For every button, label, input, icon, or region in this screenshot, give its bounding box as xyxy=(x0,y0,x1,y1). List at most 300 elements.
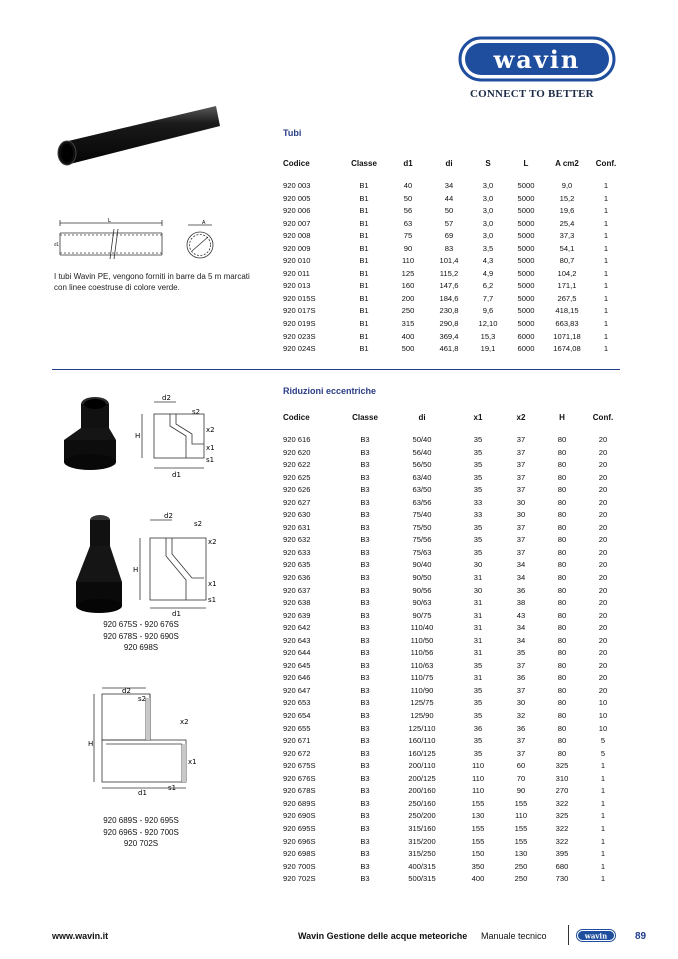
table-cell: 80 xyxy=(557,560,567,570)
table-cell: 110 xyxy=(514,811,528,821)
table-cell: 37 xyxy=(516,460,526,470)
table-cell: 920 023S xyxy=(283,331,316,341)
table-cell: 920 010 xyxy=(283,256,311,266)
tubi-col-header: Conf. xyxy=(595,158,617,168)
table-cell: 395 xyxy=(555,849,569,859)
table-cell: 4,3 xyxy=(482,256,494,266)
table-cell: 920 675S xyxy=(283,761,316,771)
table-cell: 90/75 xyxy=(412,610,432,620)
table-cell: 184,6 xyxy=(439,293,459,303)
reducer-drawing-tall xyxy=(132,510,232,616)
dim-x2: x2 xyxy=(208,538,217,546)
table-cell: 1 xyxy=(600,849,606,859)
table-row xyxy=(283,193,623,206)
table-cell: 20 xyxy=(598,598,608,608)
table-cell: 6000 xyxy=(517,344,535,354)
table-cell: 63/50 xyxy=(412,485,432,495)
table-cell: 350 xyxy=(471,861,485,871)
table-cell: 35 xyxy=(473,736,483,746)
table-cell: 171,1 xyxy=(557,281,577,291)
table-cell: B3 xyxy=(360,485,370,495)
table-cell: 80 xyxy=(557,748,567,758)
table-cell: 40 xyxy=(403,181,413,190)
table-cell: B3 xyxy=(360,623,370,633)
logo-text: wavin xyxy=(493,45,581,74)
tubi-col-header: S xyxy=(485,158,491,168)
table-cell: 200/110 xyxy=(408,761,436,771)
table-cell: 30 xyxy=(473,560,483,570)
table-cell: 57 xyxy=(444,218,454,228)
table-cell: 920 006 xyxy=(283,206,311,216)
table-cell: 54,1 xyxy=(559,243,575,253)
table-cell: B1 xyxy=(359,306,369,316)
riduzioni-col-header: di xyxy=(418,412,426,422)
table-cell: 369,4 xyxy=(439,331,459,341)
table-cell: 9,6 xyxy=(482,306,494,316)
table-cell: 20 xyxy=(598,660,608,670)
table-cell: B3 xyxy=(360,773,370,783)
table-cell: B3 xyxy=(360,736,370,746)
table-cell: 1 xyxy=(603,218,609,228)
table-cell: 5000 xyxy=(517,306,535,316)
table-cell: 920 690S xyxy=(283,811,316,821)
dim-x2: x2 xyxy=(206,426,215,434)
table-cell: B3 xyxy=(360,447,370,457)
table-row xyxy=(283,610,623,623)
table-cell: 110 xyxy=(471,773,485,783)
table-cell: 36 xyxy=(516,673,526,683)
table-cell: 920 698S xyxy=(283,849,316,859)
table-cell: 920 696S xyxy=(283,836,316,846)
table-cell: 155 xyxy=(471,823,485,833)
table-cell: 36 xyxy=(516,585,526,595)
table-cell: 920 011 xyxy=(283,268,310,278)
table-cell: 38 xyxy=(516,598,526,608)
wavin-logo xyxy=(458,36,616,82)
table-cell: 3,0 xyxy=(482,231,494,241)
table-cell: 20 xyxy=(598,560,608,570)
table-cell: 1 xyxy=(603,256,609,266)
table-cell: 920 655 xyxy=(283,723,311,733)
table-cell: 147,6 xyxy=(439,281,459,291)
table-cell: 5000 xyxy=(517,193,535,203)
dim-x2: x2 xyxy=(180,718,189,726)
pipe-photo xyxy=(50,100,222,180)
table-cell: 19,6 xyxy=(559,206,575,216)
table-cell: 920 008 xyxy=(283,231,311,241)
table-cell: B1 xyxy=(359,344,369,354)
table-cell: 80 xyxy=(557,585,567,595)
table-cell: 31 xyxy=(473,598,483,608)
table-cell: 80 xyxy=(557,635,567,645)
table-cell: 920 015S xyxy=(283,293,316,303)
table-cell: 110 xyxy=(471,786,485,796)
table-cell: 461,8 xyxy=(439,344,459,354)
table-cell: 80 xyxy=(557,485,567,495)
table-cell: 920 637 xyxy=(283,585,311,595)
table-cell: 83 xyxy=(444,243,454,253)
table-cell: 15,3 xyxy=(480,331,496,341)
table-cell: 920 627 xyxy=(283,497,311,507)
table-cell: 680 xyxy=(555,861,569,871)
table-cell: 32 xyxy=(516,711,526,721)
table-cell: 310 xyxy=(555,773,569,783)
dim-l: L xyxy=(108,218,111,224)
table-cell: 418,15 xyxy=(555,306,579,316)
table-row xyxy=(283,672,623,685)
table-cell: 125/90 xyxy=(410,711,434,721)
section-title-tubi: Tubi xyxy=(283,128,302,138)
table-cell: 25,4 xyxy=(559,218,575,228)
table-cell: 920 700S xyxy=(283,861,316,871)
table-cell: 110/40 xyxy=(410,623,434,633)
dim-x1: x1 xyxy=(206,444,215,452)
table-cell: 35 xyxy=(473,472,483,482)
table-cell: 43 xyxy=(516,610,526,620)
table-cell: 80 xyxy=(557,522,567,532)
tubi-col-header: Codice xyxy=(283,158,310,168)
tubi-col-header: d1 xyxy=(403,158,413,168)
table-cell: B1 xyxy=(359,206,369,216)
table-cell: 20 xyxy=(598,447,608,457)
table-cell: 20 xyxy=(598,497,608,507)
dim-s1: s1 xyxy=(208,596,217,604)
dim-d1: d1 xyxy=(138,789,147,796)
table-cell: 1 xyxy=(600,823,606,833)
reducer-photo-small xyxy=(58,392,120,474)
pipe-technical-drawing xyxy=(52,215,222,267)
table-cell: 1 xyxy=(603,193,609,203)
table-row xyxy=(283,547,623,560)
table-cell: 44 xyxy=(444,193,454,203)
table-cell: B3 xyxy=(360,573,370,583)
table-cell: 3,5 xyxy=(482,243,494,253)
table-cell: 230,8 xyxy=(439,306,459,316)
table-row xyxy=(283,293,623,306)
tubi-col-header: A cm2 xyxy=(555,158,579,168)
table-cell: 80 xyxy=(557,573,567,583)
table-cell: 37 xyxy=(516,472,526,482)
table-cell: B3 xyxy=(360,497,370,507)
table-cell: 1 xyxy=(603,306,609,316)
table-cell: 1 xyxy=(600,874,606,884)
table-cell: 31 xyxy=(473,648,483,658)
table-cell: 33 xyxy=(473,510,483,520)
table-cell: 150 xyxy=(471,849,485,859)
table-cell: 920 632 xyxy=(283,535,311,545)
table-cell: 322 xyxy=(555,836,569,846)
table-cell: 920 678S xyxy=(283,786,316,796)
table-cell: 155 xyxy=(471,798,485,808)
table-cell: 60 xyxy=(516,761,526,771)
table-cell: 920 005 xyxy=(283,193,311,203)
table-cell: 80 xyxy=(557,598,567,608)
table-cell: 20 xyxy=(598,610,608,620)
table-cell: 104,2 xyxy=(557,268,577,278)
table-row xyxy=(283,434,623,447)
dim-s2: s2 xyxy=(138,695,147,703)
table-row xyxy=(283,723,623,736)
riduzioni-col-header: H xyxy=(559,412,565,422)
table-cell: B3 xyxy=(360,547,370,557)
table-cell: 80 xyxy=(557,736,567,746)
table-cell: 1 xyxy=(600,786,606,796)
table-cell: B3 xyxy=(360,823,370,833)
table-cell: 31 xyxy=(473,623,483,633)
table-cell: 30 xyxy=(516,698,526,708)
table-cell: B1 xyxy=(359,193,369,203)
table-cell: 115,2 xyxy=(439,268,459,278)
page-number: 89 xyxy=(635,931,647,942)
table-cell: 920 007 xyxy=(283,218,311,228)
table-cell: 34 xyxy=(516,623,526,633)
table-cell: 37 xyxy=(516,447,526,457)
table-cell: 155 xyxy=(471,836,485,846)
dim-x1: x1 xyxy=(188,758,197,766)
table-row xyxy=(283,861,623,874)
table-cell: 35 xyxy=(473,660,483,670)
table-cell: 34 xyxy=(516,573,526,583)
table-cell: B3 xyxy=(360,510,370,520)
table-cell: B1 xyxy=(359,256,369,266)
table-row xyxy=(283,685,623,698)
table-row xyxy=(283,559,623,572)
table-cell: 920 620 xyxy=(283,447,311,457)
table-cell: 400 xyxy=(401,331,415,341)
table-row xyxy=(283,497,623,510)
table-cell: 920 643 xyxy=(283,635,311,645)
table-cell: 50/40 xyxy=(412,435,432,444)
table-cell: 920 626 xyxy=(283,485,311,495)
table-cell: 20 xyxy=(598,547,608,557)
figure3-codes: 920 689S - 920 695S 920 696S - 920 700S 920 702S xyxy=(103,816,179,848)
table-cell: 500 xyxy=(401,344,415,354)
table-cell: 920 636 xyxy=(283,573,311,583)
table-cell: 1 xyxy=(600,798,606,808)
dim-d2: d2 xyxy=(164,512,173,520)
table-cell: 110/56 xyxy=(410,648,434,658)
table-cell: B1 xyxy=(359,218,369,228)
table-cell: 80,7 xyxy=(559,256,575,266)
table-cell: B3 xyxy=(360,560,370,570)
table-cell: 125 xyxy=(401,268,415,278)
table-cell: 36 xyxy=(473,723,483,733)
tubi-col-header: L xyxy=(523,158,529,168)
table-row xyxy=(283,635,623,648)
table-cell: 250/160 xyxy=(408,798,436,808)
table-cell: 9,0 xyxy=(561,181,573,190)
table-cell: 920 671 xyxy=(283,736,311,746)
table-cell: 155 xyxy=(514,798,528,808)
footer-url[interactable]: www.wavin.it xyxy=(52,931,109,941)
table-cell: B3 xyxy=(360,711,370,721)
table-cell: B3 xyxy=(360,635,370,645)
table-cell: 80 xyxy=(557,497,567,507)
table-cell: 37,3 xyxy=(559,231,575,241)
riduzioni-col-header: Classe xyxy=(352,412,378,422)
table-cell: 37 xyxy=(516,522,526,532)
table-row xyxy=(283,343,623,356)
table-cell: 80 xyxy=(557,623,567,633)
table-cell: 20 xyxy=(598,623,608,633)
table-cell: 920 024S xyxy=(283,344,316,354)
table-cell: 920 644 xyxy=(283,648,311,658)
table-cell: 10 xyxy=(598,698,608,708)
table-cell: 160/110 xyxy=(408,736,436,746)
table-cell: 1 xyxy=(600,861,606,871)
table-cell: 200/125 xyxy=(408,773,436,783)
table-row xyxy=(283,534,623,547)
table-cell: 5000 xyxy=(517,218,535,228)
table-cell: 19,1 xyxy=(480,344,496,354)
table-cell: 5000 xyxy=(517,243,535,253)
table-cell: B1 xyxy=(359,243,369,253)
table-cell: 35 xyxy=(473,485,483,495)
table-cell: 920 647 xyxy=(283,685,311,695)
footer-separator xyxy=(568,925,569,945)
table-cell: 90/40 xyxy=(412,560,432,570)
table-cell: 80 xyxy=(557,610,567,620)
table-cell: B3 xyxy=(360,874,370,884)
table-cell: 315/160 xyxy=(408,823,436,833)
table-cell: 20 xyxy=(598,472,608,482)
table-cell: 80 xyxy=(557,447,567,457)
table-cell: 20 xyxy=(598,485,608,495)
table-row xyxy=(283,218,623,231)
table-row xyxy=(283,305,623,318)
table-cell: 75/63 xyxy=(412,547,432,557)
dim-a: A xyxy=(202,220,206,226)
table-cell: 37 xyxy=(516,547,526,557)
table-cell: 325 xyxy=(555,811,569,821)
table-row xyxy=(283,836,623,849)
table-cell: 20 xyxy=(598,522,608,532)
table-cell: 35 xyxy=(473,711,483,721)
table-cell: 155 xyxy=(514,836,528,846)
table-cell: 56 xyxy=(403,206,413,216)
table-cell: 322 xyxy=(555,823,569,833)
table-cell: 30 xyxy=(473,585,483,595)
table-cell: 920 695S xyxy=(283,823,316,833)
table-row xyxy=(283,798,623,811)
table-cell: 7,7 xyxy=(482,293,494,303)
table-cell: 920 672 xyxy=(283,748,311,758)
table-cell: 1 xyxy=(603,243,609,253)
table-cell: 1 xyxy=(603,268,609,278)
table-cell: 1 xyxy=(600,761,606,771)
table-cell: 920 003 xyxy=(283,181,311,190)
table-cell: 31 xyxy=(473,573,483,583)
table-cell: 920 630 xyxy=(283,510,311,520)
table-cell: 37 xyxy=(516,535,526,545)
table-row xyxy=(283,585,623,598)
table-cell: 80 xyxy=(557,660,567,670)
table-row xyxy=(283,735,623,748)
table-cell: B3 xyxy=(360,849,370,859)
table-row xyxy=(283,647,623,660)
table-cell: 10 xyxy=(598,711,608,721)
dim-s2: s2 xyxy=(192,408,201,416)
table-cell: B3 xyxy=(360,673,370,683)
table-cell: 290,8 xyxy=(439,319,459,329)
table-cell: 80 xyxy=(557,435,567,444)
table-row xyxy=(283,848,623,861)
table-cell: 200/160 xyxy=(408,786,436,796)
table-cell: 20 xyxy=(598,585,608,595)
table-cell: 5 xyxy=(600,736,606,746)
table-row xyxy=(283,280,623,293)
table-cell: 920 646 xyxy=(283,673,311,683)
table-cell: 155 xyxy=(514,823,528,833)
table-cell: 110 xyxy=(401,256,415,266)
dim-d2: d2 xyxy=(122,687,131,695)
dim-d1: d1 xyxy=(172,610,181,616)
table-cell: 34 xyxy=(444,181,454,190)
table-cell: 35 xyxy=(473,685,483,695)
table-cell: 1 xyxy=(600,811,606,821)
table-cell: 250 xyxy=(514,861,528,871)
table-cell: 90/63 xyxy=(412,598,432,608)
table-cell: 250 xyxy=(401,306,415,316)
table-cell: 35 xyxy=(473,698,483,708)
table-cell: B3 xyxy=(360,522,370,532)
table-cell: 31 xyxy=(473,673,483,683)
table-cell: 110/50 xyxy=(410,635,434,645)
table-cell: 20 xyxy=(598,435,608,444)
table-cell: 125/110 xyxy=(408,723,436,733)
table-cell: 920 616 xyxy=(283,435,311,444)
table-cell: 1 xyxy=(603,231,609,241)
table-cell: 37 xyxy=(516,485,526,495)
table-cell: 80 xyxy=(557,510,567,520)
table-cell: 400 xyxy=(471,874,485,884)
section-title-riduzioni: Riduzioni eccentriche xyxy=(283,386,377,396)
table-cell: 35 xyxy=(473,748,483,758)
table-cell: 37 xyxy=(516,685,526,695)
table-cell: 322 xyxy=(555,798,569,808)
table-cell: 75/56 xyxy=(412,535,432,545)
table-cell: 110/63 xyxy=(410,660,434,670)
table-cell: 920 689S xyxy=(283,798,316,808)
table-cell: 101,4 xyxy=(439,256,459,266)
table-cell: B3 xyxy=(360,698,370,708)
table-cell: 1 xyxy=(600,773,606,783)
table-row xyxy=(283,509,623,522)
table-cell: 80 xyxy=(557,685,567,695)
table-cell: 5000 xyxy=(517,281,535,291)
table-cell: 315 xyxy=(401,319,415,329)
section-divider xyxy=(52,369,620,370)
table-cell: 30 xyxy=(516,510,526,520)
table-cell: 20 xyxy=(598,635,608,645)
table-row xyxy=(283,773,623,786)
table-cell: 160 xyxy=(401,281,415,291)
table-row xyxy=(283,810,623,823)
table-cell: 37 xyxy=(516,660,526,670)
riduzioni-table xyxy=(283,410,623,886)
table-cell: 20 xyxy=(598,460,608,470)
table-cell: 1 xyxy=(603,331,609,341)
table-cell: 75/50 xyxy=(412,522,432,532)
table-cell: B1 xyxy=(359,181,369,190)
table-row xyxy=(283,472,623,485)
reducer-photo-tall xyxy=(70,510,130,616)
table-cell: 30 xyxy=(516,497,526,507)
table-cell: B3 xyxy=(360,798,370,808)
table-cell: 6000 xyxy=(517,331,535,341)
table-cell: 5000 xyxy=(517,206,535,216)
table-row xyxy=(283,748,623,761)
